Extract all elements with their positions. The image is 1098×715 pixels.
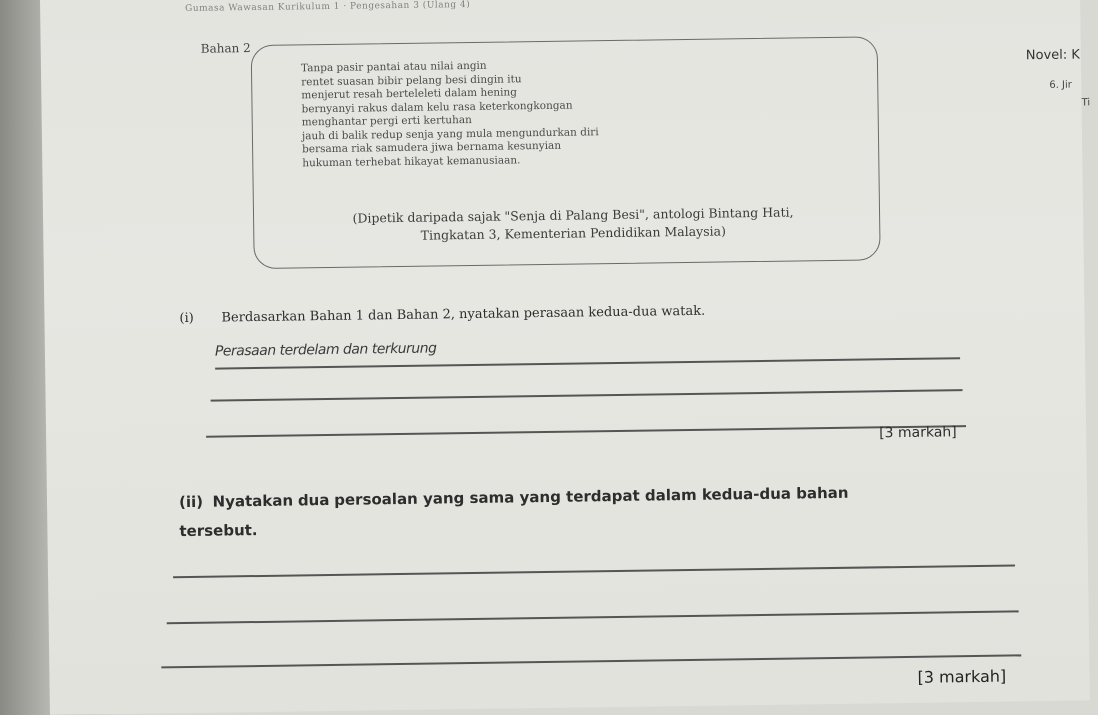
question-2-text: persoalan yang sama yang terdapat dalam kedua-dua bahan: [334, 483, 849, 509]
worksheet-page: [40, 0, 1090, 715]
poem-line: menghantar pergi erti kertuhan: [301, 113, 472, 129]
question-1-number: (i): [179, 310, 194, 327]
handwritten-answer: Perasaan terdelam dan terkurung: [214, 340, 437, 360]
novel-label: Novel: K: [1025, 47, 1081, 64]
question-2-number: (ii): [178, 492, 204, 512]
poem-line: hukuman terhebat hikayat kemanusiaan.: [302, 153, 521, 169]
answer-line[interactable]: [211, 389, 963, 401]
question-2-marks: [3 markah]: [917, 666, 1007, 687]
answer-line[interactable]: [173, 564, 1015, 577]
novel-sub-text-2: Ti: [1081, 97, 1091, 109]
question-2-dua: dua: [297, 491, 330, 510]
poem-line: bersama riak samudera jiwa bernama kesunyian: [302, 139, 562, 156]
question-2-verb: Nyatakan: [212, 491, 294, 511]
poem-line: rentet suasan bibir pelang besi dingin itu: [301, 72, 522, 88]
answer-line[interactable]: [167, 610, 1019, 623]
poem-excerpt: [301, 55, 802, 170]
citation-line-2: Tingkatan 3, Kementerian Pendidikan Malaysia): [420, 223, 727, 243]
question-1: [179, 304, 705, 326]
poem-line: jauh di balik redup senja yang mula mengundurkan diri: [301, 125, 599, 142]
citation-line-1: (Dipetik daripada sajak "Senja di Palang Besi", antologi Bintang Hati,: [352, 204, 794, 226]
question-2-text-end: tersebut.: [179, 521, 258, 541]
question-1-text: Berdasarkan Bahan 1 dan Bahan 2, nyatakan perasaan kedua-dua watak.: [221, 303, 706, 326]
answer-line[interactable]: [161, 654, 1021, 668]
answer-line[interactable]: [206, 425, 966, 437]
page-header: Gumasa Wawasan Kurikulum 1 · Pengesahan 3 (Ulang 4): [185, 0, 471, 14]
answer-line[interactable]: [215, 357, 960, 369]
question-1-marks: [3 markah]: [879, 424, 957, 442]
question-2: [179, 479, 849, 546]
bahan-label: Bahan 2: [200, 41, 251, 56]
novel-sub-text: 6. Jir: [1049, 79, 1072, 91]
poem-line: Tanpa pasir pantai atau nilai angin: [300, 59, 487, 75]
poem-line: bernyanyi rakus dalam kelu rasa keterkongkongan: [301, 99, 573, 115]
poem-line: menjerut resah berteleleti dalam hening: [301, 86, 518, 102]
